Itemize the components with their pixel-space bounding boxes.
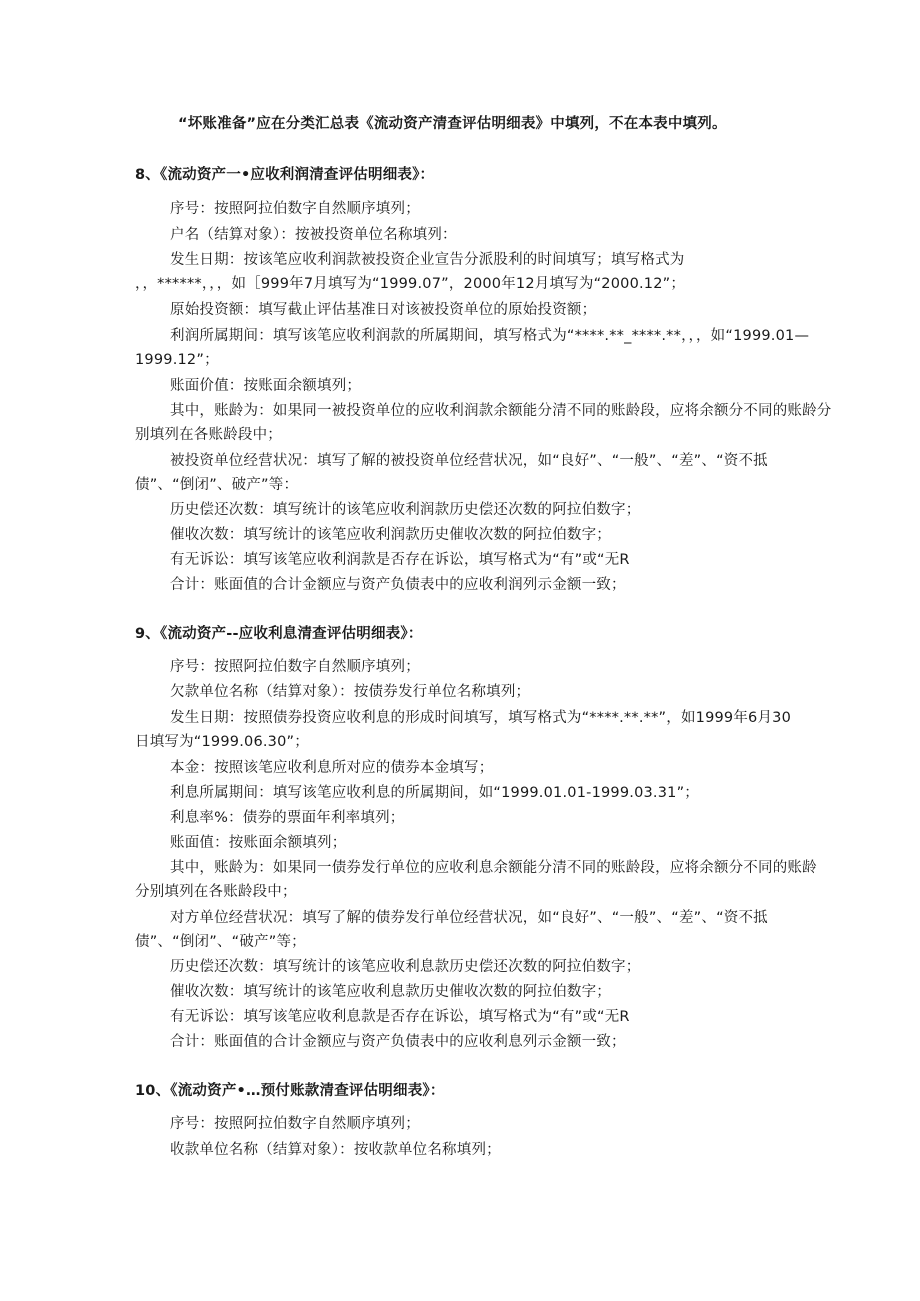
section-8-line-14: 催收次数：填写统计的该笔应收利润款历史催收次数的阿拉伯数字； <box>170 527 611 543</box>
section-9-line-9: 其中，账龄为：如果同一债券发行单位的应收利息余额能分清不同的账龄段，应将余额分不同的账龄 <box>170 860 817 876</box>
section-8-line-9: 其中，账龄为：如果同一被投资单位的应收利润款余额能分清不同的账龄段，应将余额分不同的账龄分 <box>170 403 832 419</box>
section-8-line-2: 户名（结算对象）：按被投资单位名称填列： <box>170 227 457 243</box>
section-8-line-7: 1999.12”； <box>135 352 219 368</box>
section-8-line-10: 别填列在各账龄段中； <box>135 427 282 443</box>
section-8-line-12: 债”、“倒闭”、破产”等： <box>135 477 299 493</box>
section-8-line-6: 利润所属期间：填写该笔应收利润款的所属期间，填写格式为“****.**_****.**，，，如“1999.01— <box>170 328 810 344</box>
section-10-line-1: 序号：按照阿拉伯数字自然顺序填列； <box>170 1116 420 1132</box>
section-9-line-3: 发生日期：按照债券投资应收利息的形成时间填写，填写格式为“****.**.**”，如1999年6月30 <box>170 710 792 726</box>
section-9-line-15: 有无诉讼：填写该笔应收利息款是否存在诉讼，填写格式为“有”或“无R <box>170 1009 630 1025</box>
section-8-line-16: 合计：账面值的合计金额应与资产负债表中的应收利润列示金额一致； <box>170 577 626 593</box>
section-9-line-4: 日填写为“1999.06.30”； <box>135 734 309 750</box>
section-9-line-12: 债”、“倒闭”、“破产”等； <box>135 934 306 950</box>
section-8-line-13: 历史偿还次数：填写统计的该笔应收利润款历史偿还次数的阿拉伯数字； <box>170 502 641 518</box>
section-8-line-1: 序号：按照阿拉伯数字自然顺序填列； <box>170 201 420 217</box>
section-9-line-10: 分别填列在各账龄段中； <box>135 884 297 900</box>
section-8-line-3: 发生日期：按该笔应收利润款被投资企业宣告分派股利的时间填写；填写格式为 <box>170 252 685 268</box>
section-9-line-5: 本金：按照该笔应收利息所对应的债券本金填写； <box>170 760 494 776</box>
section-9-line-1: 序号：按照阿拉伯数字自然顺序填列； <box>170 659 420 675</box>
section-8-line-8: 账面价值：按账面余额填列； <box>170 378 362 394</box>
section-8-line-5: 原始投资额：填写截止评估基准日对该被投资单位的原始投资额； <box>170 302 597 318</box>
section-8-line-15: 有无诉讼：填写该笔应收利润款是否存在诉讼，填写格式为“有”或“无R <box>170 552 630 568</box>
section-10-heading: 10、《流动资产•…预付账款清查评估明细表》： <box>135 1083 445 1099</box>
section-9-line-8: 账面值：按账面余额填列； <box>170 835 347 851</box>
intro-note: “坏账准备”应在分类汇总表《流动资产清查评估明细表》中填列，不在本表中填列。 <box>178 116 727 132</box>
section-9-heading: 9、《流动资产--应收利息清查评估明细表》： <box>135 626 423 642</box>
section-9-line-11: 对方单位经营状况：填写了解的债券发行单位经营状况，如“良好”、“一般”、“差”、“资不抵 <box>170 910 768 926</box>
section-9-line-14: 催收次数：填写统计的该笔应收利息款历史催收次数的阿拉伯数字； <box>170 984 611 1000</box>
section-9-line-2: 欠款单位名称（结算对象）：按债券发行单位名称填列； <box>170 684 531 700</box>
section-8-line-4: ，，******，，，如［999年7月填写为“1999.07”，2000年12月填写为“2000.12”； <box>135 276 686 292</box>
section-8-line-11: 被投资单位经营状况：填写了解的被投资单位经营状况，如“良好”、“一般”、“差”、“资不抵 <box>170 453 768 469</box>
section-8-heading: 8、《流动资产一•应收利润清查评估明细表》： <box>135 167 435 183</box>
section-9-line-16: 合计：账面值的合计金额应与资产负债表中的应收利息列示金额一致； <box>170 1034 626 1050</box>
section-9-line-6: 利息所属期间：填写该笔应收利息的所属期间，如“1999.01.01-1999.03.31”； <box>170 785 699 801</box>
section-9-line-13: 历史偿还次数：填写统计的该笔应收利息款历史偿还次数的阿拉伯数字； <box>170 959 641 975</box>
section-10-line-2: 收款单位名称（结算对象）：按收款单位名称填列； <box>170 1142 501 1158</box>
section-9-line-7: 利息率%：债券的票面年利率填列； <box>170 810 405 826</box>
